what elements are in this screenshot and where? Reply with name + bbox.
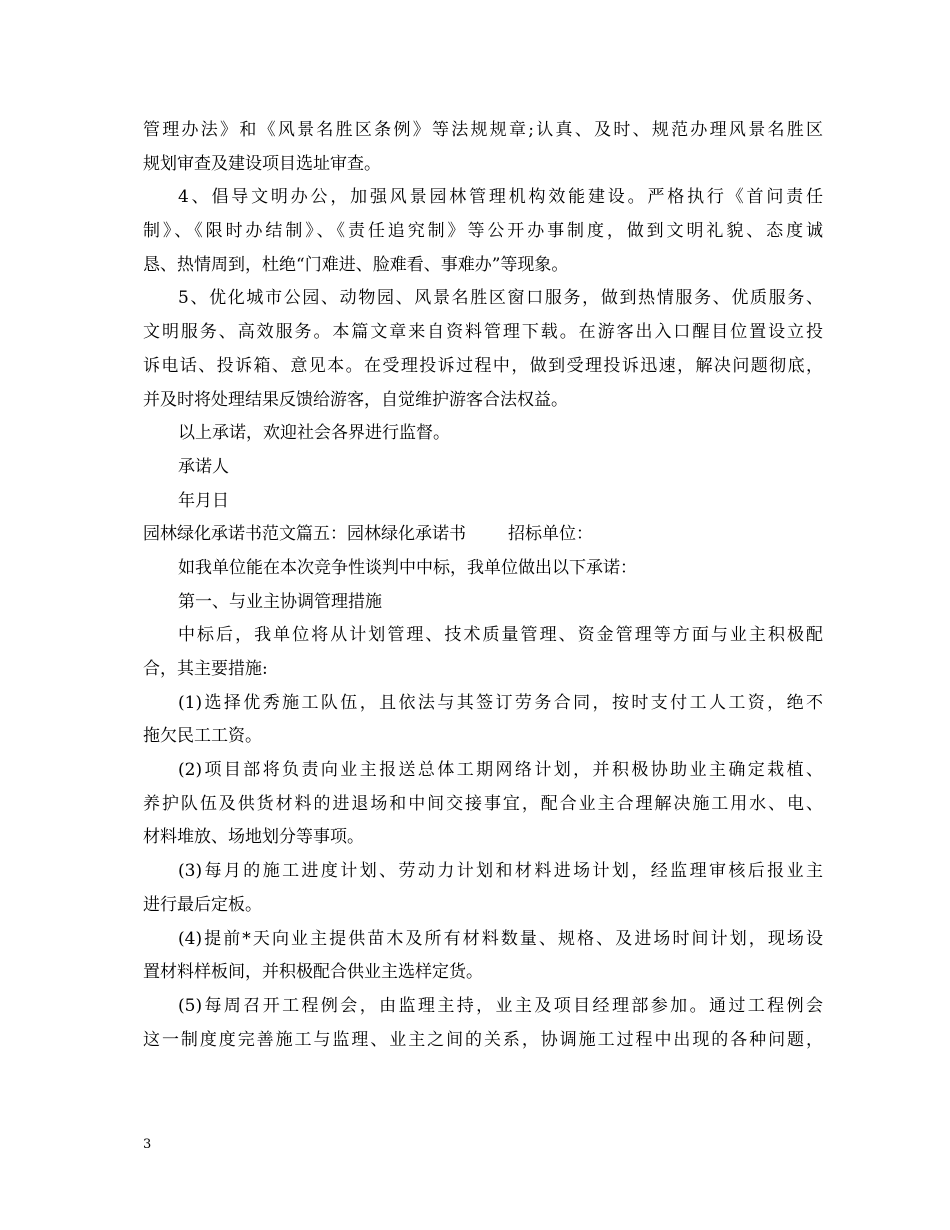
text-line: 拖欠民工工资。: [143, 726, 262, 747]
text-line: (1)选择优秀施工队伍，且依法与其签订劳务合同，按时支付工人工资，绝不: [178, 692, 823, 713]
text-line: 文明服务、高效服务。本篇文章来自资料管理下载。在游客出入口醒目位置设立投: [143, 322, 823, 343]
text-line: 恳、热情周到，杜绝“门难进、脸难看、事难办”等现象。: [143, 254, 569, 275]
text-line: (4)提前*天向业主提供苗木及所有材料数量、规格、及进场时间计划，现场设: [178, 928, 823, 949]
section-heading-line: [143, 518, 823, 552]
text-line: 以上承诺，欢迎社会各界进行监督。: [178, 423, 450, 444]
text-line: 规划审查及建设项目选址审查。: [143, 153, 381, 174]
document-body: [143, 114, 823, 1057]
text-line: 材料堆放、场地划分等事项。: [143, 827, 364, 848]
text-line: 如我单位能在本次竞争性谈判中中标，我单位做出以下承诺：: [178, 557, 637, 578]
text-line: 诉电话、投诉箱、意见本。在受理投诉过程中，做到受理投诉迅速，解决问题彻底，: [143, 355, 823, 376]
text-line: 合，其主要措施:: [143, 659, 268, 679]
text-line: 中标后，我单位将从计划管理、技术质量管理、资金管理等方面与业主积极配: [178, 625, 823, 646]
text-line: 并及时将处理结果反馈给游客，自觉维护游客合法权益。: [143, 389, 568, 410]
text-line: 第一、与业主协调管理措施: [178, 591, 382, 612]
text-line: 承诺人: [178, 456, 229, 477]
text-line: (2)项目部将负责向业主报送总体工期网络计划，并积极协助业主确定栽植、: [178, 760, 823, 781]
text-line: (3)每月的施工进度计划、劳动力计划和材料进场计划，经监理审核后报业主: [178, 861, 823, 882]
text-line: 5、优化城市公园、动物园、风景名胜区窗口服务，做到热情服务、优质服务、: [178, 288, 823, 309]
page-number: 3: [143, 1137, 152, 1152]
text-line: 养护队伍及供货材料的进退场和中间交接事宜，配合业主合理解决施工用水、电、: [143, 793, 823, 814]
text-line: 4、倡导文明办公，加强风景园林管理机构效能建设。严格执行《首问责任: [178, 187, 823, 208]
text-line: 制》、《限时办结制》、《责任追究制》等公开办事制度，做到文明礼貌、态度诚: [143, 221, 823, 242]
section-heading: 园林绿化承诺书范文篇五：园林绿化承诺书: [143, 524, 466, 545]
text-line: 这一制度度完善施工与监理、业主之间的关系，协调施工过程中出现的各种问题，: [143, 1029, 823, 1050]
text-line: 置材料样板间，并积极配合供业主选样定货。: [143, 962, 483, 983]
text-line: 管理办法》和《风景名胜区条例》等法规规章;认真、及时、规范办理风景名胜区: [143, 120, 823, 140]
bidding-unit-label: 招标单位：: [508, 524, 593, 545]
text-line: 进行最后定板。: [143, 894, 262, 915]
text-line: (5)每周召开工程例会，由监理主持，业主及项目经理部参加。通过工程例会: [178, 995, 823, 1016]
text-line: 年月日: [178, 490, 229, 511]
